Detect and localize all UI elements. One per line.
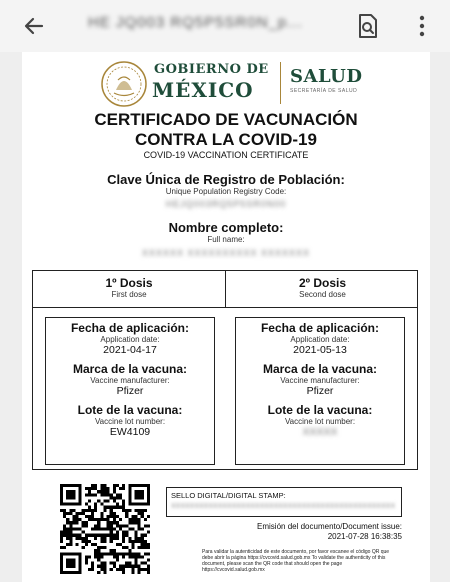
brand-sublabel: Vaccine manufacturer: <box>90 376 170 385</box>
certificate-title-line2: CONTRA LA COVID-19 <box>135 130 317 149</box>
stamp-value: XXXXXXXXXXXXXXXXXXXXXXXXXXXXXXXXXXXXXXXXXXXXXXXX <box>171 503 396 510</box>
salud-logo-text: SALUD <box>290 66 363 87</box>
curp-label: Clave Única de Registro de Población: <box>107 172 345 187</box>
government-header <box>22 52 430 114</box>
curp-sublabel: Unique Population Registry Code: <box>165 187 287 196</box>
emission-label: Emisión del documento/Document issue: <box>257 522 402 531</box>
name-label: Nombre completo: <box>168 220 284 235</box>
gobierno-line1: GOBIERNO DE <box>154 62 269 77</box>
coat-of-arms-icon <box>100 60 148 108</box>
brand-value: Pfizer <box>116 385 144 397</box>
arrow-left-icon <box>22 14 46 38</box>
lot-value: EW4109 <box>109 426 151 438</box>
document-title: HE JQ003 RQ5P5SR0N_p... <box>88 14 303 31</box>
salud-subtitle: SECRETARÍA DE SALUD <box>290 88 358 94</box>
brand-label: Marca de la vacuna: <box>72 362 188 376</box>
date-label: Fecha de aplicación: <box>70 321 190 335</box>
certificate-title <box>22 110 430 150</box>
certificate-title-line1: CERTIFICADO DE VACUNACIÓN <box>94 110 358 129</box>
document-search-icon <box>356 13 380 39</box>
header-divider <box>280 62 281 104</box>
more-vertical-icon <box>419 15 425 37</box>
date-value: 2021-05-13 <box>293 344 347 356</box>
doses-table <box>32 270 418 470</box>
emission-date: 2021-07-28 16:38:35 <box>327 532 402 541</box>
certificate-subtitle: COVID-19 VACCINATION CERTIFICATE <box>143 150 309 160</box>
digital-stamp-box <box>166 487 402 517</box>
lot-label: Lote de la vacuna: <box>77 403 183 417</box>
dose-details-first <box>45 317 215 465</box>
date-sublabel: Application date: <box>100 335 160 344</box>
app-bar <box>0 0 450 52</box>
dose-subtitle: First dose <box>111 290 147 299</box>
lot-value: XXXXX <box>302 426 338 438</box>
search-document-button[interactable] <box>352 10 384 42</box>
dose-header-second <box>226 271 419 307</box>
certificate-page <box>22 52 430 582</box>
lot-sublabel: Vaccine lot number: <box>284 417 356 426</box>
qr-code[interactable] <box>60 484 150 574</box>
dose-title: 2º Dosis <box>298 276 347 290</box>
date-label: Fecha de aplicación: <box>260 321 380 335</box>
lot-sublabel: Vaccine lot number: <box>94 417 166 426</box>
dose-details-second <box>235 317 405 465</box>
curp-value: HEJQ003RQ5P5SR0N00 <box>165 199 287 209</box>
date-value: 2021-04-17 <box>103 344 157 356</box>
name-sublabel: Full name: <box>207 235 245 244</box>
back-button[interactable] <box>18 10 50 42</box>
brand-label: Marca de la vacuna: <box>262 362 378 376</box>
name-value: XXXXXX XXXXXXXXXX XXXXXXX <box>141 248 311 258</box>
brand-value: Pfizer <box>306 385 334 397</box>
validation-fine-print: Para validar la autenticidad de este documento, por favor escanee el código QR que debe abrir la página https://cvcovid.salud.gob.mx To validate the authenticity of this document, please scan the QR code that should open the page https://cvcovid.salud.gob.mx <box>202 549 390 573</box>
dose-title: 1º Dosis <box>105 276 153 290</box>
dose-header-first <box>33 271 226 307</box>
stamp-label: SELLO DIGITAL/DIGITAL STAMP: <box>171 491 286 500</box>
more-options-button[interactable] <box>410 10 434 42</box>
date-sublabel: Application date: <box>290 335 350 344</box>
lot-label: Lote de la vacuna: <box>267 403 373 417</box>
dose-subtitle: Second dose <box>299 290 346 299</box>
table-divider <box>33 307 417 308</box>
gobierno-line2: MÉXICO <box>152 78 254 102</box>
brand-sublabel: Vaccine manufacturer: <box>280 376 360 385</box>
